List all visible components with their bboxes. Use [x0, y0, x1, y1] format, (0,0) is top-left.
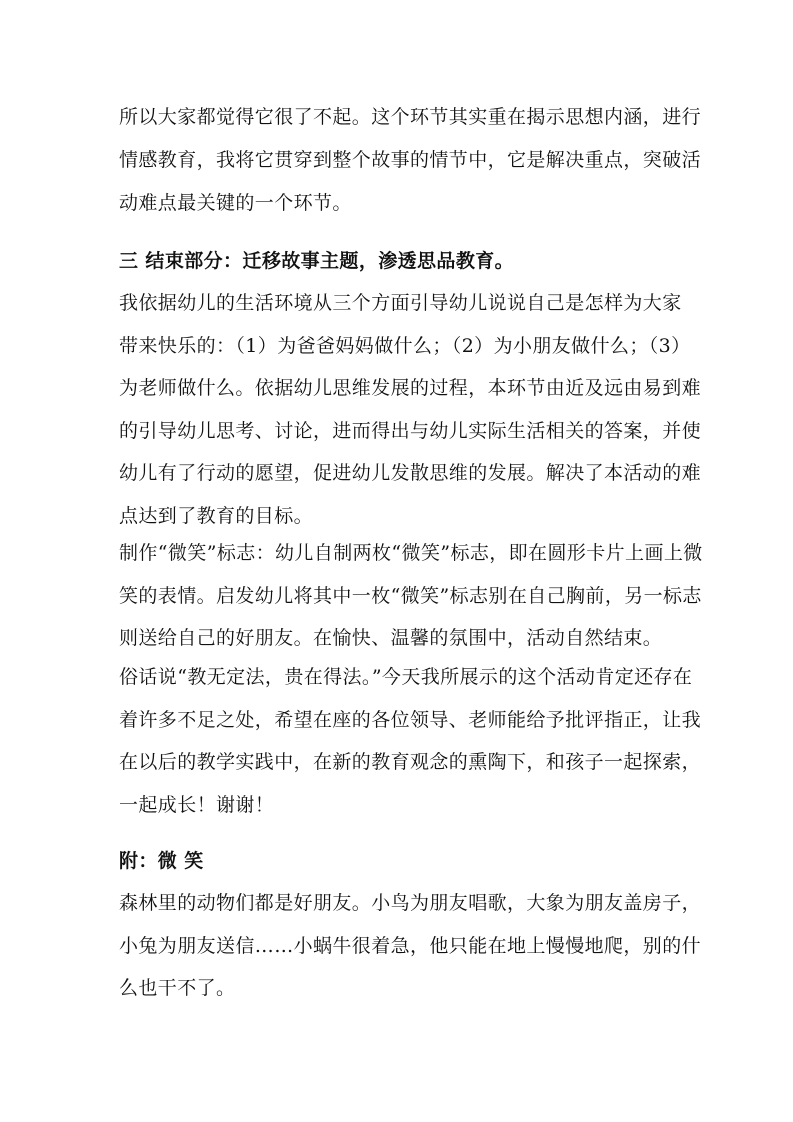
s3-para3-line-4: 一起成长！谢谢！: [119, 794, 275, 816]
intro-line-3: 动难点最关键的一个环节。: [119, 192, 352, 214]
s3-para1-line-1: 我依据幼儿的生活环境从三个方面引导幼儿说说自己是怎样为大家: [119, 292, 682, 314]
s3-para1-line-2: 带来快乐的：（1）为爸爸妈妈做什么；（2）为小朋友做什么；（3）: [119, 335, 691, 357]
section-three-heading: 三 结束部分：迁移故事主题，渗透思品教育。: [119, 250, 515, 272]
s3-para1-line-4: 的引导幼儿思考、讨论，进而得出与幼儿实际生活相关的答案，并使: [119, 420, 702, 442]
intro-line-1: 所以大家都觉得它很了不起。这个环节其实重在揭示思想内涵，进行: [119, 106, 702, 128]
s3-para2-line-2: 笑的表情。启发幼儿将其中一枚“微笑”标志别在自己胸前，另一标志: [119, 585, 702, 607]
appendix-heading: 附：微 笑: [119, 850, 204, 872]
s3-para2-line-3: 则送给自己的好朋友。在愉快、温馨的氛围中，活动自然结束。: [119, 627, 663, 649]
s3-para3-line-1: 俗话说“教无定法，贵在得法。”今天我所展示的这个活动肯定还存在: [119, 666, 693, 688]
s3-para3-line-3: 在以后的教学实践中，在新的教育观念的熏陶下，和孩子一起探索，: [119, 751, 702, 773]
s3-para1-line-3: 为老师做什么。依据幼儿思维发展的过程，本环节由近及远由易到难: [119, 377, 702, 399]
appendix-line-3: 么也干不了。: [119, 977, 236, 999]
appendix-line-1: 森林里的动物们都是好朋友。小鸟为朋友唱歌，大象为朋友盖房子，: [119, 892, 702, 914]
s3-para1-line-6: 点达到了教育的目标。: [119, 505, 314, 527]
s3-para1-line-5: 幼儿有了行动的愿望，促进幼儿发散思维的发展。解决了本活动的难: [119, 462, 702, 484]
s3-para3-line-2: 着许多不足之处，希望在座的各位领导、老师能给予批评指正，让我: [119, 709, 702, 731]
intro-line-2: 情感教育，我将它贯穿到整个故事的情节中，它是解决重点，突破活: [119, 149, 702, 171]
s3-para2-line-1: 制作“微笑”标志：幼儿自制两枚“微笑”标志，即在圆形卡片上画上微: [119, 542, 703, 564]
appendix-line-2: 小兔为朋友送信……小蜗牛很着急，他只能在地上慢慢地爬，别的什: [119, 935, 702, 957]
